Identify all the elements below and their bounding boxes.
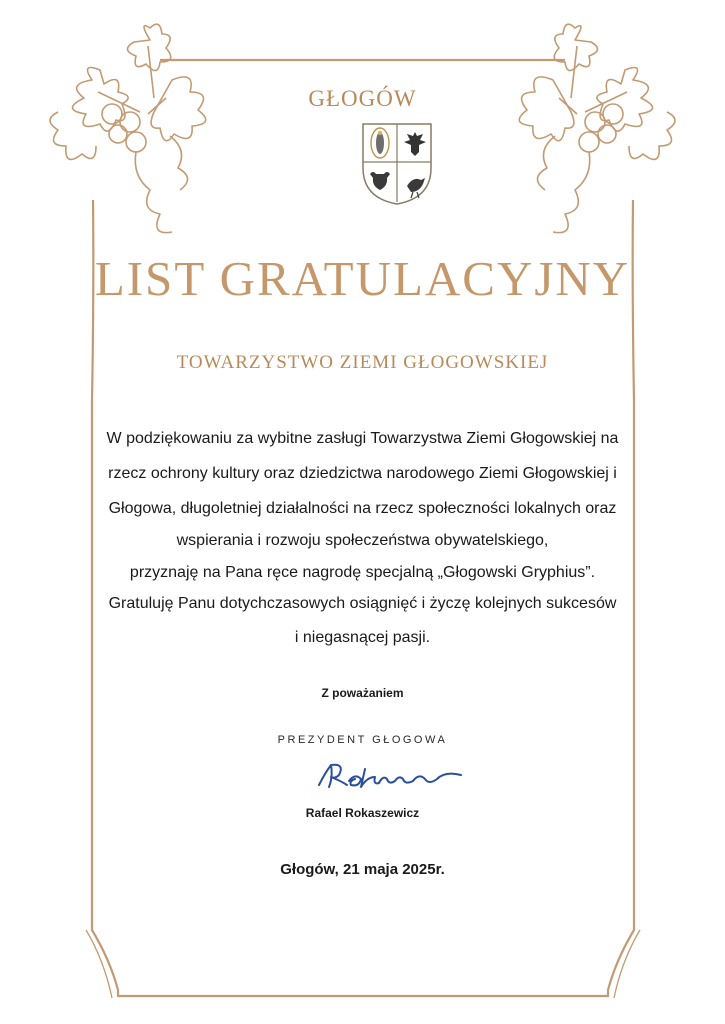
- body-text-line: rzecz ochrony kultury oraz dziedzictwa narodowego Ziemi Głogowskiej i: [108, 465, 617, 482]
- body-text-line: i niegasnącej pasji.: [294, 629, 431, 646]
- city-name: GŁOGÓW: [308, 86, 417, 111]
- recipient-organization: TOWARZYSTWO ZIEMI GŁOGOWSKIEJ: [176, 352, 549, 373]
- body-text-line: Głogowa, długoletniej działalności na rzecz społeczności lokalnych oraz: [108, 500, 617, 517]
- body-text-line: W podziękowaniu za wybitne zasługi Towarzystwa Ziemi Głogowskiej na: [106, 430, 619, 447]
- handwritten-signature-icon: [305, 755, 475, 795]
- body-text-line: Gratuluję Panu dotychczasowych osiągnięć i życzę kolejnych sukcesów: [108, 595, 617, 612]
- body-text-line: wspierania i rozwoju społeczeństwa obywatelskiego,: [176, 532, 549, 549]
- glogow-coat-of-arms-icon: [361, 122, 433, 206]
- top-left-leaf-ornament: [50, 24, 206, 232]
- document-title: LIST GRATULACYJNY: [94, 251, 631, 306]
- signer-name: Rafael Rokaszewicz: [305, 806, 420, 820]
- place-and-date: Głogów, 21 maja 2025r.: [280, 861, 445, 878]
- top-right-leaf-ornament: [519, 24, 675, 232]
- body-text-line: przyznaję na Pana ręce nagrodę specjalną „Głogowski Gryphius”.: [129, 564, 596, 581]
- signer-role: PREZYDENT GŁOGOWA: [277, 734, 448, 746]
- closing-regards: Z poważaniem: [321, 686, 404, 700]
